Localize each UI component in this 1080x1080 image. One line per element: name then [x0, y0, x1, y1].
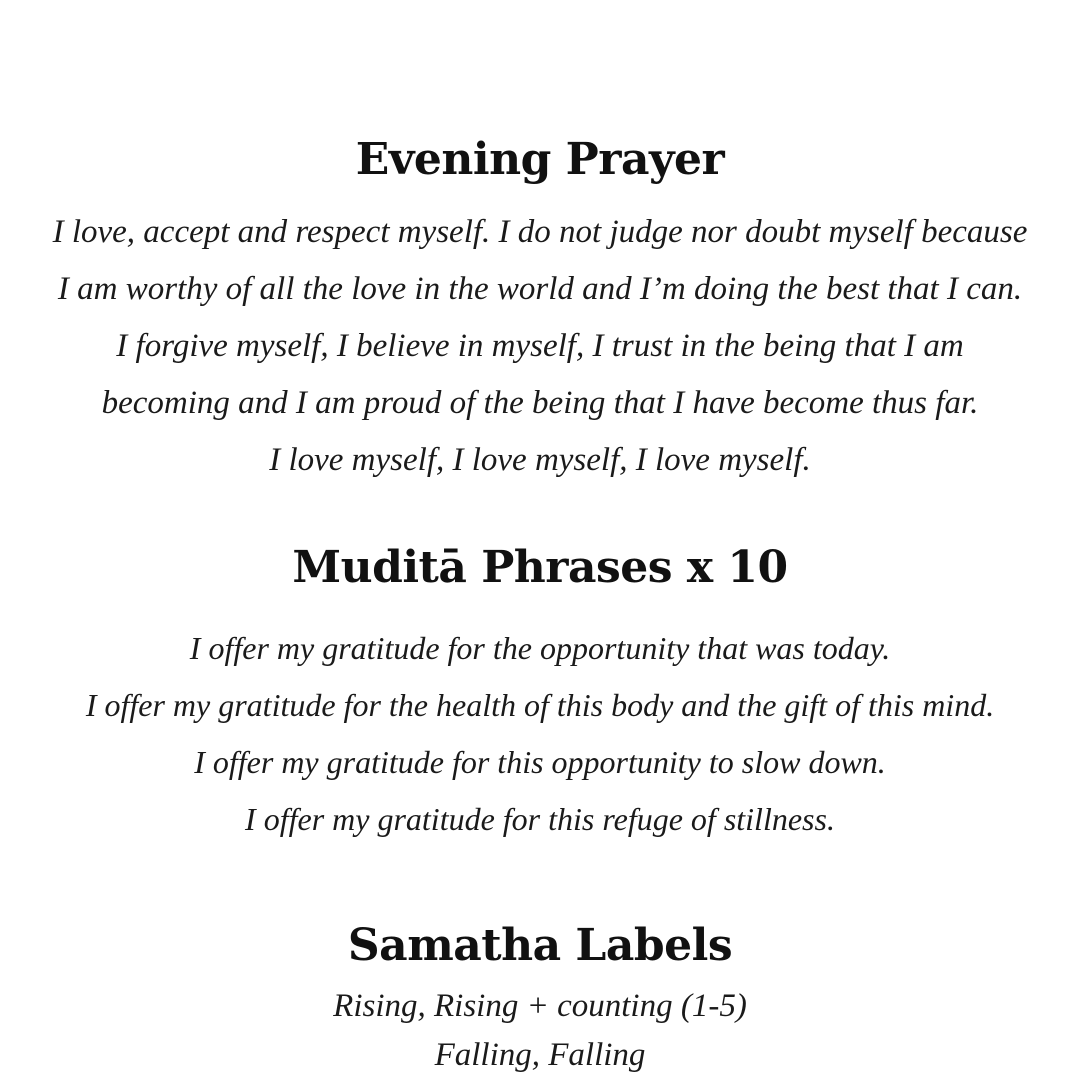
prayer-line: I forgive myself, I believe in myself, I trust in the being that I am — [116, 328, 964, 364]
samatha-label-line: Falling, Falling — [434, 1037, 646, 1073]
samatha-labels-heading: Samatha Labels — [347, 920, 733, 971]
prayer-line: I love myself, I love myself, I love myself. — [269, 442, 811, 478]
prayer-line: I love, accept and respect myself. I do not judge nor doubt myself because — [52, 214, 1028, 250]
mudita-phrase-line: I offer my gratitude for the health of this body and the gift of this mind. — [85, 687, 995, 723]
prayer-line: becoming and I am proud of the being that I have become thus far. — [101, 385, 979, 421]
mudita-phrases-heading: Muditā Phrases x 10 — [292, 542, 788, 593]
mudita-phrase-line: I offer my gratitude for this opportunity to slow down. — [194, 744, 886, 780]
samatha-label-line: Rising, Rising + counting (1-5) — [333, 988, 747, 1024]
evening-prayer-heading: Evening Prayer — [355, 134, 725, 185]
prayer-line: I am worthy of all the love in the world and I’m doing the best that I can. — [57, 271, 1023, 307]
mudita-phrase-line: I offer my gratitude for the opportunity that was today. — [189, 630, 891, 666]
mudita-phrase-line: I offer my gratitude for this refuge of stillness. — [245, 801, 835, 837]
